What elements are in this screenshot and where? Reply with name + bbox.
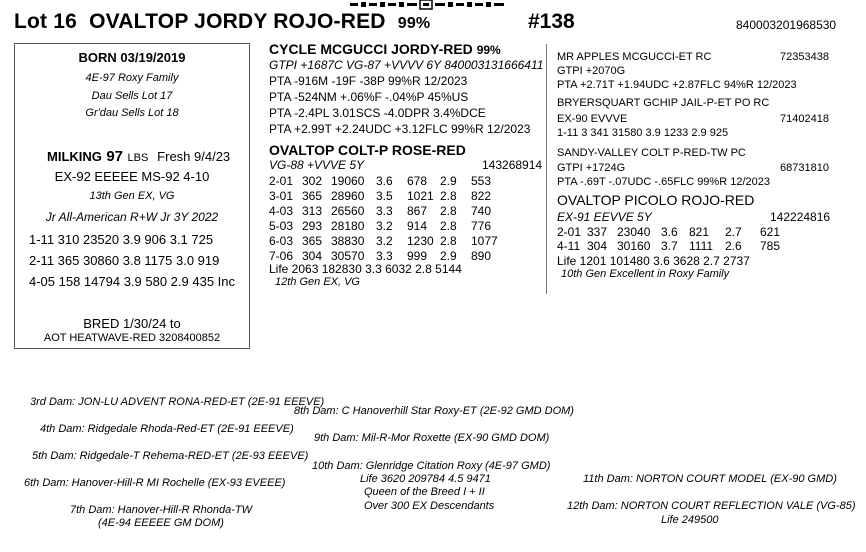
dd-reg: 142224816 bbox=[770, 210, 831, 224]
record-cell: 621 bbox=[760, 225, 781, 239]
milking-label: MILKING bbox=[47, 149, 102, 164]
dam-12-life: Life 249500 bbox=[661, 514, 719, 526]
record-cell: 2.8 bbox=[440, 234, 457, 248]
record-cell: 7-06 bbox=[269, 249, 294, 263]
record-cell: 1230 bbox=[407, 234, 434, 248]
sire-name-line bbox=[269, 41, 501, 57]
registration-number: 840003201968530 bbox=[736, 18, 837, 32]
record-cell: 2.8 bbox=[440, 189, 457, 203]
record-cell: 2.7 bbox=[725, 225, 742, 239]
bred-sire: AOT HEATWAVE-RED 3208400852 bbox=[43, 332, 221, 344]
record-cell: 3.2 bbox=[376, 234, 393, 248]
dam-10-life: Life 3620 209784 4.5 9471 bbox=[360, 473, 491, 485]
grdau-sells: Gr'dau Sells Lot 18 bbox=[85, 107, 179, 119]
milking-value: 97 bbox=[106, 148, 124, 165]
animal-pct: 99% bbox=[397, 15, 431, 32]
milking-line bbox=[47, 148, 230, 166]
record-cell: 1021 bbox=[407, 189, 434, 203]
header-ornament-icon bbox=[350, 0, 520, 10]
sire-pta-2: PTA -524NM +.06%F -.04%P 45%US bbox=[269, 90, 469, 104]
record-cell: 890 bbox=[471, 249, 492, 263]
sd-record: 1-11 3 341 31580 3.9 1233 2.9 925 bbox=[557, 127, 729, 139]
dam-12: 12th Dam: NORTON COURT REFLECTION VALE (VG-85) bbox=[567, 500, 856, 512]
dd-gen: 10th Gen Excellent in Roxy Family bbox=[561, 268, 730, 280]
record-cell: 821 bbox=[689, 225, 710, 239]
award: Jr All-American R+W Jr 3Y 2022 bbox=[45, 210, 219, 224]
ds-name: SANDY-VALLEY COLT P-RED-TW PC bbox=[557, 147, 746, 159]
sire-gtpi: GTPI +1687C VG-87 +VVVV 6Y 840003131666411 bbox=[269, 58, 544, 72]
sire-pta-1: PTA -916M -19F -38P 99%R 12/2023 bbox=[269, 74, 468, 88]
record-cell: 23040 bbox=[617, 225, 651, 239]
record-cell: 30570 bbox=[331, 249, 365, 263]
record-cell: 3.6 bbox=[661, 225, 678, 239]
record-cell: 2.8 bbox=[440, 204, 457, 218]
record-cell: 822 bbox=[471, 189, 492, 203]
record-row-2: 2-11 365 30860 3.8 1175 3.0 919 bbox=[29, 253, 220, 268]
sd-reg: 71402418 bbox=[780, 113, 829, 125]
dd-class: EX-91 EEVVE 5Y bbox=[557, 210, 652, 224]
ss-gtpi: GTPI +2070G bbox=[557, 65, 626, 77]
record-cell: 3.2 bbox=[376, 219, 393, 233]
sire-name: CYCLE MCGUCCI JORDY-RED bbox=[269, 41, 473, 57]
dam-gen: 12th Gen EX, VG bbox=[275, 276, 360, 288]
sire-pct: 99% bbox=[476, 43, 501, 57]
record-cell: 553 bbox=[471, 174, 492, 188]
dam-10-descendants: Over 300 EX Descendants bbox=[364, 500, 495, 512]
record-cell: 38830 bbox=[331, 234, 365, 248]
record-cell: 304 bbox=[302, 249, 323, 263]
page-title bbox=[14, 10, 430, 34]
record-cell: 2.9 bbox=[440, 174, 457, 188]
record-cell: 785 bbox=[760, 239, 781, 253]
record-cell: 1111 bbox=[689, 239, 714, 253]
record-cell: 6-03 bbox=[269, 234, 294, 248]
record-cell: 3.3 bbox=[376, 249, 393, 263]
record-cell: 867 bbox=[407, 204, 428, 218]
generation: 13th Gen EX, VG bbox=[89, 190, 175, 202]
lot-number: #138 bbox=[528, 10, 575, 33]
ss-reg: 72353438 bbox=[780, 51, 829, 63]
record-cell: 5-03 bbox=[269, 219, 294, 233]
record-cell: 999 bbox=[407, 249, 428, 263]
milking-unit: LBS bbox=[127, 152, 149, 164]
record-row-1: 1-11 310 23520 3.9 906 3.1 725 bbox=[29, 232, 214, 247]
record-cell: 4-11 bbox=[557, 239, 581, 253]
dam-4: 4th Dam: Ridgedale Rhoda-Red-ET (2E-91 EEEVE) bbox=[40, 423, 294, 435]
record-cell: 302 bbox=[302, 174, 323, 188]
record-cell: 2.6 bbox=[725, 239, 742, 253]
dam-5: 5th Dam: Ridgedale-T Rehema-RED-ET (2E-93 EEEVE) bbox=[32, 450, 309, 462]
column-divider bbox=[546, 44, 547, 294]
record-cell: 293 bbox=[302, 219, 323, 233]
record-cell: 28960 bbox=[331, 189, 365, 203]
record-cell: 3-01 bbox=[269, 189, 294, 203]
dam-10: 10th Dam: Glenridge Citation Roxy (4E-97 GMD) bbox=[312, 460, 551, 472]
sire-pta-4: PTA +2.99T +2.24UDC +3.12FLC 99%R 12/2023 bbox=[269, 122, 531, 136]
dam-reg: 143268914 bbox=[482, 158, 543, 172]
record-cell: 3.7 bbox=[661, 239, 678, 253]
record-cell: 2.9 bbox=[440, 249, 457, 263]
dau-sells: Dau Sells Lot 17 bbox=[91, 90, 173, 102]
classification: EX-92 EEEEE MS-92 4-10 bbox=[54, 169, 210, 184]
dam-11: 11th Dam: NORTON COURT MODEL (EX-90 GMD) bbox=[583, 473, 837, 485]
dam-7: 7th Dam: Hanover-Hill-R Rhonda-TW bbox=[70, 504, 252, 516]
record-cell: 2-01 bbox=[557, 225, 582, 239]
dam-life: Life 2063 182830 3.3 6032 2.8 5144 bbox=[269, 262, 462, 276]
ss-pta: PTA +2.71T +1.94UDC +2.87FLC 94%R 12/2023 bbox=[557, 79, 797, 91]
record-cell: 740 bbox=[471, 204, 492, 218]
born-date: BORN 03/19/2019 bbox=[78, 50, 186, 65]
record-cell: 678 bbox=[407, 174, 428, 188]
record-cell: 3.6 bbox=[376, 174, 393, 188]
record-cell: 313 bbox=[302, 204, 323, 218]
dam-3: 3rd Dam: JON-LU ADVENT RONA-RED-ET (2E-91 EEEVE) bbox=[30, 396, 325, 408]
dd-name: OVALTOP PICOLO ROJO-RED bbox=[557, 192, 755, 208]
record-cell: 3.5 bbox=[376, 189, 393, 203]
dam-8: 8th Dam: C Hanoverhill Star Roxy-ET (2E-92 GMD DOM) bbox=[294, 405, 574, 417]
bred-date: BRED 1/30/24 to bbox=[83, 316, 181, 331]
record-cell: 3.3 bbox=[376, 204, 393, 218]
sd-class: EX-90 EVVVE bbox=[557, 113, 628, 125]
record-cell: 776 bbox=[471, 219, 492, 233]
dam-name: OVALTOP COLT-P ROSE-RED bbox=[269, 142, 466, 158]
record-cell: 19060 bbox=[331, 174, 365, 188]
animal-name: OVALTOP JORDY ROJO-RED bbox=[89, 10, 386, 33]
record-cell: 304 bbox=[587, 239, 608, 253]
sire-pta-3: PTA -2.4PL 3.01SCS -4.0DPR 3.4%DCE bbox=[269, 106, 486, 120]
record-cell: 365 bbox=[302, 189, 323, 203]
dam-9: 9th Dam: Mil-R-Mor Roxette (EX-90 GMD DOM) bbox=[314, 432, 550, 444]
dd-life: Life 1201 101480 3.6 3628 2.7 2737 bbox=[557, 254, 750, 268]
ss-name: MR APPLES MCGUCCI-ET RC bbox=[557, 51, 712, 63]
record-cell: 30160 bbox=[617, 239, 651, 253]
record-cell: 1077 bbox=[471, 234, 498, 248]
record-cell: 365 bbox=[302, 234, 323, 248]
lot-label: Lot 16 bbox=[14, 10, 78, 33]
family: 4E-97 Roxy Family bbox=[85, 72, 179, 84]
record-cell: 337 bbox=[587, 225, 608, 239]
record-cell: 2-01 bbox=[269, 174, 294, 188]
record-cell: 26560 bbox=[331, 204, 365, 218]
dam-6: 6th Dam: Hanover-Hill-R MI Rochelle (EX-93 EVEEE) bbox=[24, 477, 286, 489]
sd-name: BRYERSQUART GCHIP JAIL-P-ET PO RC bbox=[557, 97, 770, 109]
fresh-date: Fresh 9/4/23 bbox=[157, 149, 231, 164]
ds-pta: PTA -.69T -.07UDC -.65FLC 99%R 12/2023 bbox=[557, 176, 770, 188]
dam-class: VG-88 +VVVE 5Y bbox=[269, 158, 365, 172]
record-cell: 28180 bbox=[331, 219, 365, 233]
record-cell: 914 bbox=[407, 219, 428, 233]
record-cell: 2.8 bbox=[440, 219, 457, 233]
record-cell: 4-03 bbox=[269, 204, 294, 218]
ds-gtpi: GTPI +1724G bbox=[557, 162, 626, 174]
dam-10-queen: Queen of the Breed I + II bbox=[364, 486, 485, 498]
dam-7-class: (4E-94 EEEEE GM DOM) bbox=[98, 517, 224, 529]
record-row-3: 4-05 158 14794 3.9 580 2.9 435 Inc bbox=[29, 274, 236, 289]
animal-info-box bbox=[14, 43, 250, 349]
ds-reg: 68731810 bbox=[780, 162, 829, 174]
